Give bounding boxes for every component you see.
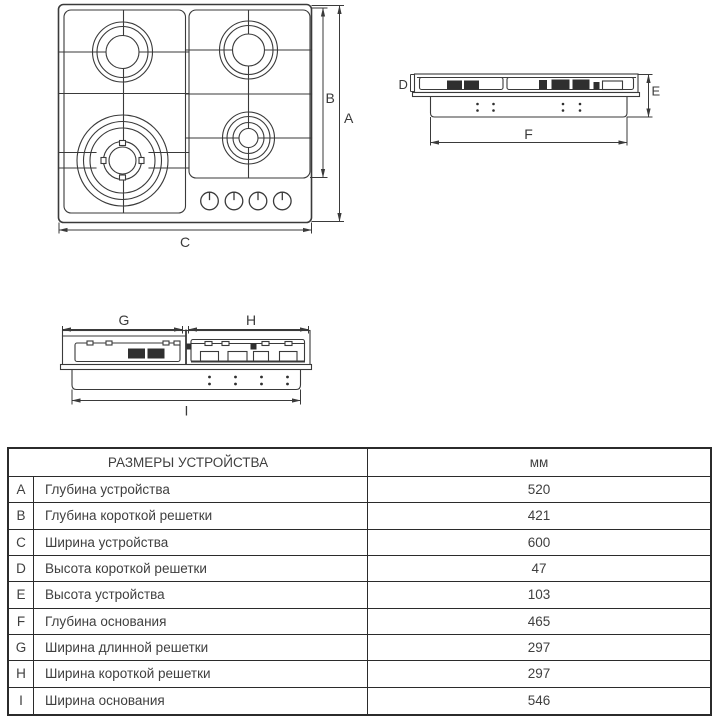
dimension-letter: H <box>9 661 34 687</box>
dimension-value: 47 <box>368 556 710 582</box>
dimension-letter: D <box>9 556 34 582</box>
dimension-description: Высота устройства <box>34 582 368 608</box>
dimension-letter: E <box>9 582 34 608</box>
dimensions-table <box>7 447 712 716</box>
control-knob <box>274 192 292 210</box>
front-base <box>72 370 301 390</box>
dim-label-d: D <box>398 77 408 92</box>
dimension-description: Глубина устройства <box>34 477 368 503</box>
dim-label-f: F <box>524 126 533 142</box>
dimension-value: 421 <box>368 503 710 529</box>
dimension-value: 297 <box>368 661 710 687</box>
front-panel <box>61 365 312 370</box>
dimension-value: 600 <box>368 530 710 556</box>
dimension-letter: C <box>9 530 34 556</box>
dimension-value: 103 <box>368 582 710 608</box>
control-knob <box>201 192 219 210</box>
hob-front-view-diagram <box>40 303 330 425</box>
dimension-description: Ширина основания <box>34 688 368 714</box>
dimension-value: 297 <box>368 635 710 661</box>
side-panel <box>413 93 640 97</box>
dimension-letter: G <box>9 635 34 661</box>
dimension-letter: A <box>9 477 34 503</box>
base-screws <box>476 103 581 112</box>
dim-label-i: I <box>184 402 189 419</box>
dimension-description: Ширина длинной решетки <box>34 635 368 661</box>
dimension-value: 546 <box>368 688 710 714</box>
side-base <box>431 97 628 118</box>
dimension-description: Глубина короткой решетки <box>34 503 368 529</box>
dimension-description: Высота короткой решетки <box>34 556 368 582</box>
dimension-description: Глубина основания <box>34 609 368 635</box>
table-header-title: РАЗМЕРЫ УСТРОЙСТВА <box>9 449 368 477</box>
hob-side-view-diagram <box>390 58 670 160</box>
dimension-letter: I <box>9 688 34 714</box>
dim-label-e: E <box>651 83 661 99</box>
dim-label-a: A <box>344 110 354 126</box>
hob-top-view-diagram <box>40 0 370 255</box>
side-control-box <box>603 81 623 90</box>
dimension-letter: F <box>9 609 34 635</box>
dimension-letter: B <box>9 503 34 529</box>
dim-label-h: H <box>245 312 257 328</box>
dimension-value: 465 <box>368 609 710 635</box>
dim-label-g: G <box>118 312 130 328</box>
dimension-description: Ширина короткой решетки <box>34 661 368 687</box>
control-knob <box>249 192 267 210</box>
dimension-value: 520 <box>368 477 710 503</box>
base-screws <box>208 376 289 386</box>
dim-label-c: C <box>179 234 191 250</box>
dimension-description: Ширина устройства <box>34 530 368 556</box>
dim-label-b: B <box>325 90 335 106</box>
control-knob <box>225 192 243 210</box>
table-header-unit: мм <box>368 449 710 477</box>
